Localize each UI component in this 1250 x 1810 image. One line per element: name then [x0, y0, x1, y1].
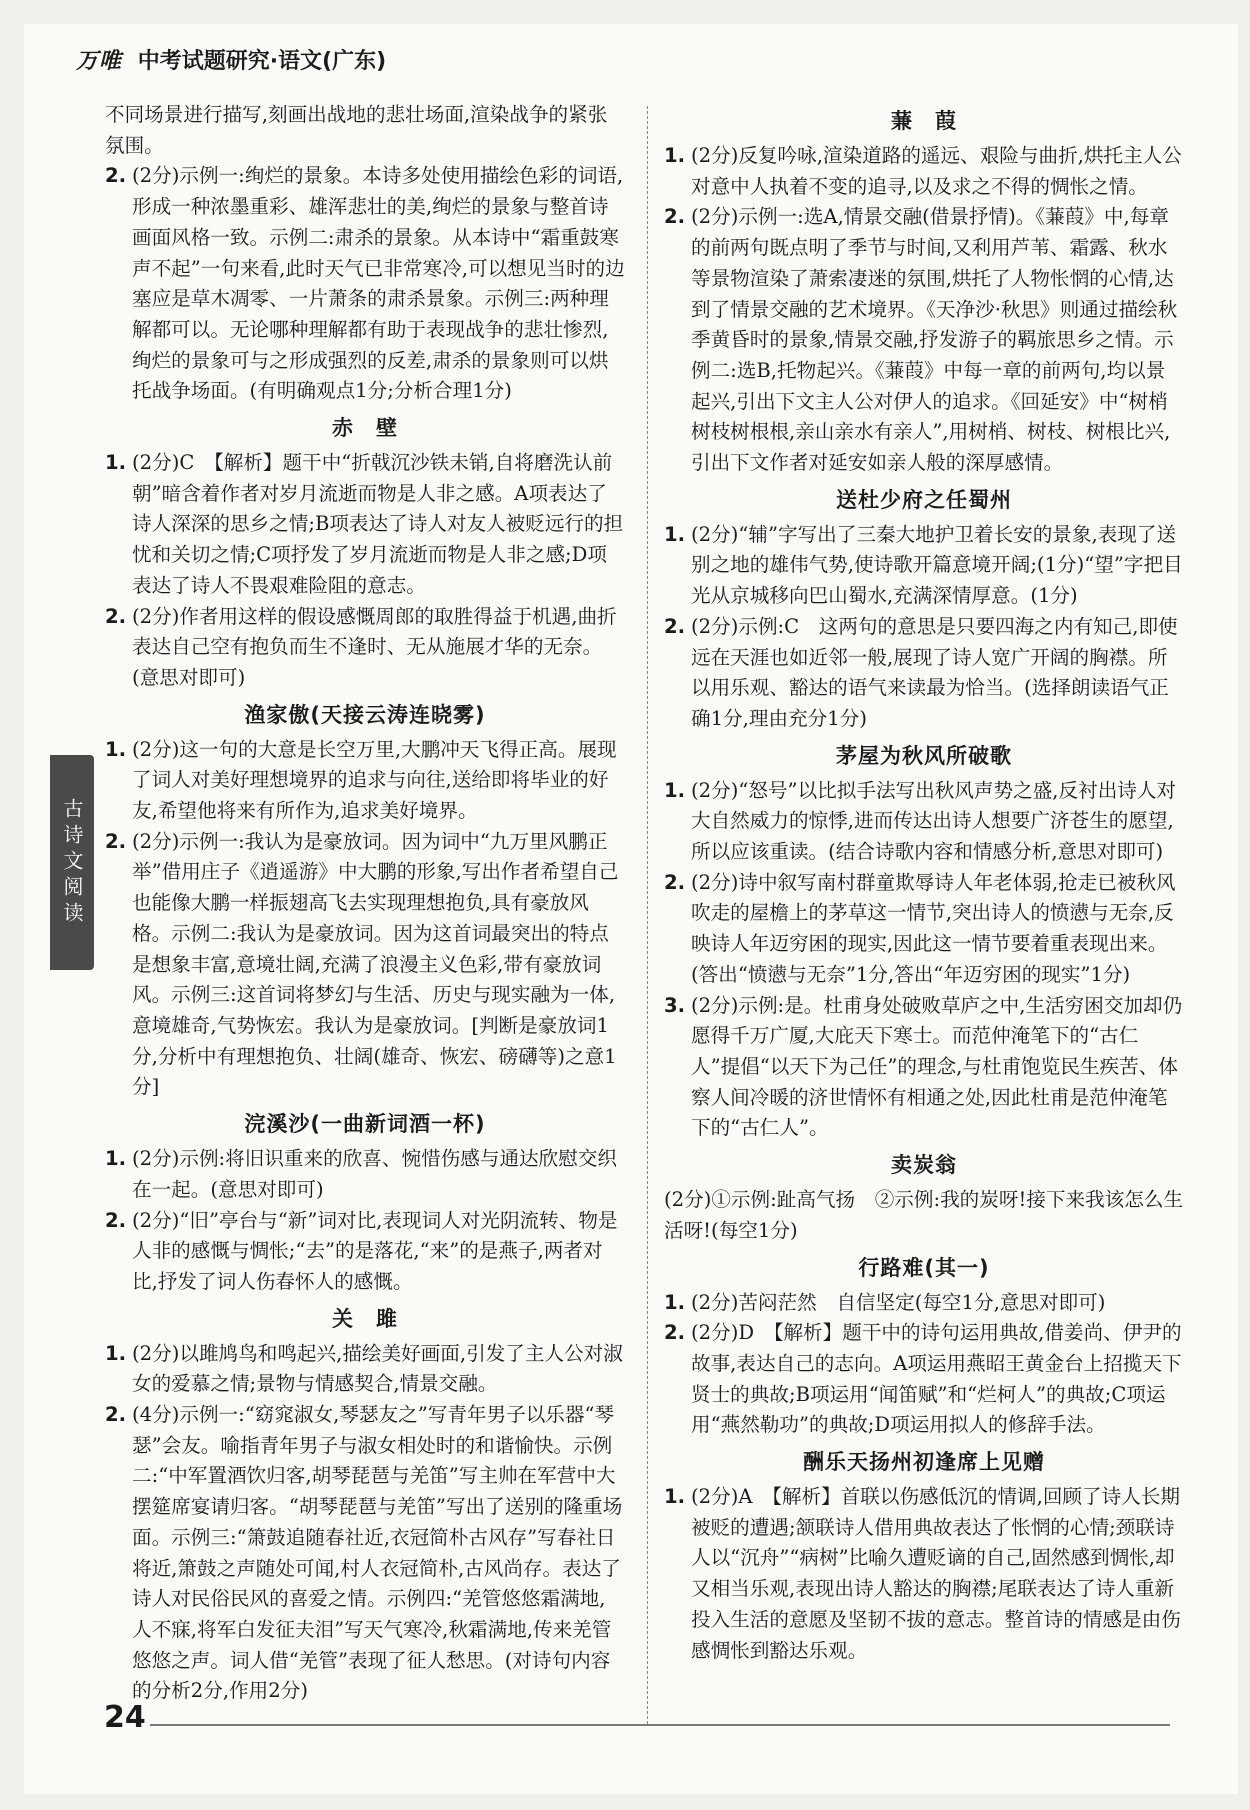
section-title: 浣溪沙(一曲新词酒一杯) [244, 1112, 486, 1137]
item-number: 2. [105, 829, 127, 853]
answer-item [105, 827, 625, 1103]
item-number: 2. [664, 1321, 686, 1345]
right-column [664, 100, 1184, 1666]
item-number: 3. [664, 993, 686, 1017]
item-number: 2. [664, 205, 686, 229]
item-text: (2分)“旧”亭台与“新”词对比,表现词人对光阴流转、物是人非的感慨与惆怅;“去”的是落花,“来”的是燕子,两者对比,抒发了词人伤春怀人的感慨。 [132, 1208, 618, 1293]
answer-item [664, 991, 1184, 1145]
item-text: (2分)示例一:我认为是豪放词。因为词中“九万里风鹏正举”借用庄子《逍遥游》中大鹏的形象,写出作者希望自己也能像大鹏一样振翅高飞去实现理想抱负,具有豪放风格。示例二:我认为是豪放词。因为这首词最突出的特点是想象丰富,意境壮阔,充满了浪漫主义色彩,带有豪放词风。示例三:这首词将梦幻与生活、历史与现实融为一体,意境雄奇,气势恢宏。我认为是豪放词。[判断是豪放词1分,分析中有理想抱负、壮阔(雄奇、恢宏、磅礴等)之意1分] [132, 829, 619, 1099]
section-title: 送杜少府之任蜀州 [836, 487, 1012, 512]
item-number: 1. [664, 1485, 686, 1509]
item-text: (2分)“怒号”以比拟手法写出秋风声势之盛,反衬出诗人对大自然威力的惊悸,进而传达出诗人想要广济苍生的愿望,所以应该重读。(结合诗歌内容和情感分析,意思对即可) [691, 778, 1177, 864]
item-number: 1. [105, 451, 127, 475]
item-number: 2. [105, 164, 127, 188]
answer-item [664, 202, 1184, 478]
item-text: (2分)苦闷茫然 自信坚定(每空1分,意思对即可) [691, 1290, 1106, 1314]
item-text: (2分)诗中叙写南村群童欺辱诗人年老体弱,抢走已被秋风吹走的屋檐上的茅草这一情节,突出诗人的愤懑与无奈,反映诗人年迈穷困的现实,因此这一情节要着重表现出来。(答出“愤懑与无奈”1分,答出“年迈穷困的现实”1分) [691, 870, 1176, 986]
item-text: (4分)示例一:“窈窕淑女,琴瑟友之”写青年男子以乐器“琴瑟”会友。喻指青年男子与淑女相处时的和谐愉快。示例二:“中军置酒饮归客,胡琴琵琶与羌笛”写主帅在军营中大摆筵席宴请归客。“胡琴琵琶与羌笛”写出了送别的隆重场面。示例三:“箫鼓追随春社近,衣冠简朴古风存”写春社日将近,箫鼓之声随处可闻,村人衣冠简朴,古风尚存。表达了诗人对民俗民风的喜爱之情。示例四:“羌管悠悠霜满地,人不寐,将军白发征夫泪”写天气寒冷,秋霜满地,传来羌管悠悠之声。词人借“羌管”表现了征人愁思。(对诗句内容的分析2分,作用2分) [132, 1403, 623, 1703]
item-text: (2分)作者用这样的假设感慨周郎的取胜得益于机遇,曲折表达自己空有抱负而生不逢时、无从施展才华的无奈。(意思对即可) [132, 604, 617, 689]
item-number: 2. [105, 1208, 127, 1232]
continued-text: 不同场景进行描写,刻画出战地的悲壮场面,渲染战争的紧张氛围。 [105, 103, 608, 157]
section-title: 渔家傲(天接云涛连晓雾) [244, 702, 486, 727]
item-number: 2. [105, 604, 127, 628]
side-tab-label: 古诗文阅读 [60, 797, 84, 928]
item-text: (2分)C 【解析】题干中“折戟沉沙铁未销,自将磨洗认前朝”暗含着作者对岁月流逝而物是人非之感。A项表达了诗人深深的思乡之情;B项表达了诗人对友人被贬远行的担忧和关切之情;C项抒发了岁月流逝而物是人非之感;D项表达了诗人不畏艰难险阻的意志。 [132, 451, 624, 597]
item-number: 2. [105, 1403, 127, 1427]
answer-item [664, 868, 1184, 991]
section-title: 关 雎 [332, 1306, 398, 1331]
item-number: 1. [105, 1341, 127, 1365]
item-text: (2分)示例:将旧识重来的欣喜、惋惜伤感与通达欣慰交织在一起。(意思对即可) [132, 1147, 618, 1201]
item-number: 2. [664, 870, 686, 894]
answer-item [664, 520, 1184, 612]
answer-item [105, 735, 625, 827]
answer-item [105, 1339, 625, 1400]
section-title: 卖炭翁 [891, 1153, 957, 1178]
book-title: 中考试题研究·语文(广东) [137, 49, 387, 74]
item-number: 1. [664, 522, 686, 546]
answer-item [105, 448, 625, 602]
item-text: (2分)示例一:选A,情景交融(借景抒情)。《蒹葭》中,每章的前两句既点明了季节与时间,又利用芦苇、霜露、秋水等景物渲染了萧索凄迷的氛围,烘托了人物怅惘的心情,达到了情景交融的艺术境界。《天净沙·秋思》则通过描绘秋季黄昏时的景象,情景交融,抒发游子的羁旅思乡之情。示例二:选B,托物起兴。《蒹葭》中每一章的前两句,均以景起兴,引出下文主人公对伊人的追求。《回延安》中“树梢树枝树根根,亲山亲水有亲人”,用树梢、树枝、树根比兴,引出下文作者对延安如亲人般的深厚感情。 [691, 205, 1178, 475]
answer-item [664, 141, 1184, 202]
item-text: (2分)这一句的大意是长空万里,大鹏冲天飞得正高。展现了词人对美好理想境界的追求与向往,送给即将毕业的好友,希望他将来有所作为,追求美好境界。 [132, 737, 617, 823]
section-title: 茅屋为秋风所破歌 [836, 743, 1012, 768]
page-number: 24 [104, 1700, 146, 1735]
item-text: (2分)以雎鸠鸟和鸣起兴,描绘美好画面,引发了主人公对淑女的爱慕之情;景物与情感契合,情景交融。 [132, 1341, 623, 1396]
footer-rule [150, 1724, 1170, 1726]
item-number: 1. [664, 144, 686, 167]
answer-item [664, 1482, 1184, 1666]
answer-item [105, 1144, 625, 1205]
answer-item [664, 1318, 1184, 1441]
item-number: 1. [105, 1147, 127, 1171]
item-text: (2分)示例一:绚烂的景象。本诗多处使用描绘色彩的词语,形成一种浓墨重彩、雄浑悲壮的美,绚烂的景象与整首诗画面风格一致。示例二:肃杀的景象。从本诗中“霜重鼓寒声不起”一句来看,此时天气已非常寒冷,可以想见当时的边塞应是草木凋零、一片萧条的肃杀景象。示例三:两种理解都可以。无论哪种理解都有助于表现战争的悲壮惨烈,绚烂的景象可与之形成强烈的反差,肃杀的景象则可以烘托战争场面。(有明确观点1分;分析合理1分) [132, 164, 625, 403]
item-text: (2分)A 【解析】首联以伤感低沉的情调,回顾了诗人长期被贬的遭遇;颔联诗人借用典故表达了怅惘的心情;颈联诗人以“沉舟”“病树”比喻久遭贬谪的自己,固然感到惆怅,却又相当乐观,表现出诗人豁达的胸襟;尾联表达了诗人重新投入生活的意愿及坚韧不拔的意志。整首诗的情感是由伤感惆怅到豁达乐观。 [691, 1485, 1181, 1662]
item-number: 1. [664, 778, 686, 802]
item-text: (2分)反复吟咏,渲染道路的遥远、艰险与曲折,烘托主人公对意中人执着不变的追寻,以及求之不得的惆怅之情。 [691, 144, 1182, 198]
answer-text: (2分)①示例:趾高气扬 ②示例:我的炭呀!接下来我该怎么生活呀!(每空1分) [664, 1188, 1184, 1242]
item-text: (2分)示例:C 这两句的意思是只要四海之内有知己,即使远在天涯也如近邻一般,展现了诗人宽广开阔的胸襟。所以用乐观、豁达的语气来读最为恰当。(选择朗读语气正确1分,理由充分1分) [691, 614, 1178, 730]
column-divider [647, 106, 648, 1724]
answer-item [664, 612, 1184, 735]
answer-item [664, 1288, 1184, 1319]
page-header [76, 40, 1176, 84]
item-number: 2. [664, 614, 686, 638]
section-title: 赤 壁 [332, 416, 398, 441]
item-text: (2分)D 【解析】题干中的诗句运用典故,借姜尚、伊尹的故事,表达自己的志向。A项运用燕昭王黄金台上招揽天下贤士的典故;B项运用“闻笛赋”和“烂柯人”的典故;C项运用“燕然勒功”的典故;D项运用拟人的修辞手法。 [691, 1321, 1182, 1437]
section-title: 行路难(其一) [858, 1255, 990, 1280]
answer-item [105, 602, 625, 694]
answer-item [105, 161, 625, 407]
answer-item [105, 1206, 625, 1298]
item-number: 1. [664, 1290, 686, 1314]
left-column [105, 100, 625, 1707]
item-text: (2分)示例:是。杜甫身处破败草庐之中,生活穷困交加却仍愿得千万广厦,大庇天下寒士。而范仲淹笔下的“古仁人”提倡“以天下为己任”的理念,与杜甫饱览民生疾苦、体察人间冷暖的济世情怀有相通之处,因此杜甫是范仲淹笔下的“古仁人”。 [691, 993, 1183, 1140]
section-title: 蒹 葭 [891, 109, 957, 133]
section-side-tab [50, 755, 94, 970]
brand-logo: 万唯 [76, 49, 123, 74]
item-number: 1. [105, 737, 127, 761]
answer-item [105, 1400, 625, 1707]
answer-item [664, 776, 1184, 868]
section-title: 酬乐天扬州初逢席上见赠 [803, 1450, 1045, 1475]
item-text: (2分)“辅”字写出了三秦大地护卫着长安的景象,表现了送别之地的雄伟气势,使诗歌开篇意境开阔;(1分)“望”字把目光从京城移向巴山蜀水,充满深情厚意。(1分) [691, 522, 1183, 608]
